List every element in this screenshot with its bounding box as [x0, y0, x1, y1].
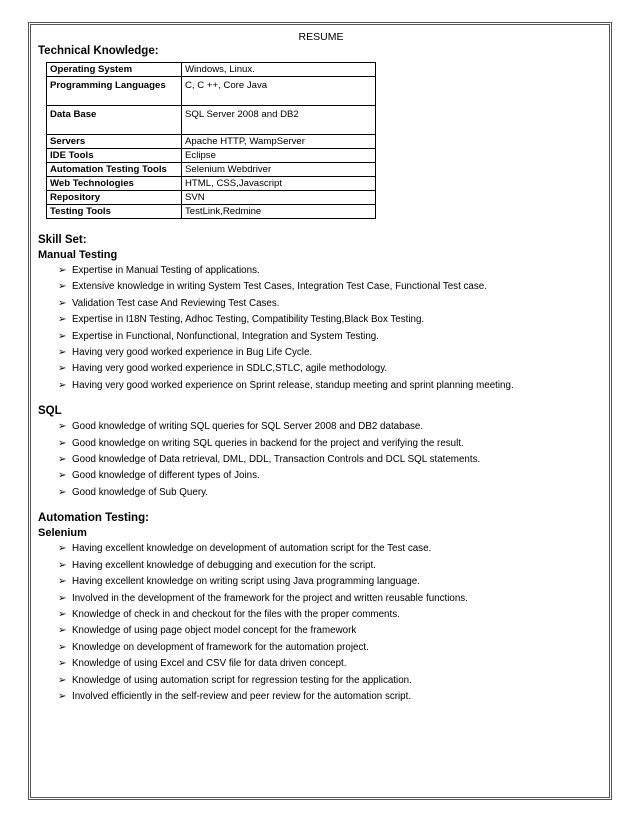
list-item-text: Validation Test case And Reviewing Test Cases. — [72, 297, 280, 309]
list-item — [58, 436, 604, 452]
arrow-right-icon: ➢ — [58, 608, 67, 620]
sql-list — [38, 419, 604, 501]
table-key: IDE Tools — [47, 149, 182, 163]
list-item — [58, 312, 604, 328]
table-key: Programming Languages — [47, 77, 182, 106]
arrow-right-icon: ➢ — [58, 674, 67, 686]
table-value: C, C ++, Core Java — [182, 77, 376, 106]
sql-heading: SQL — [38, 405, 62, 418]
automation-list — [38, 541, 604, 705]
list-item — [58, 558, 604, 574]
arrow-right-icon: ➢ — [58, 421, 67, 433]
list-item — [58, 689, 604, 705]
list-item-text: Having very good worked experience in Bug Life Cycle. — [72, 347, 313, 359]
resume-document — [38, 30, 604, 705]
technical-knowledge-heading: Technical Knowledge: — [38, 45, 159, 57]
table-value: Eclipse — [182, 149, 376, 163]
table-key: Testing Tools — [47, 205, 182, 219]
technical-knowledge-table — [46, 62, 376, 219]
table-value: TestLink,Redmine — [182, 205, 376, 219]
list-item-text: Expertise in I18N Testing, Adhoc Testing, Compatibility Testing,Black Box Testing. — [72, 314, 425, 326]
table-value: Apache HTTP, WampServer — [182, 135, 376, 149]
skill-set-heading: Skill Set: — [38, 234, 87, 246]
table-row — [47, 63, 376, 77]
list-item-text: Good knowledge of Data retrieval, DML, DDL, Transaction Controls and DCL SQL statements. — [72, 454, 481, 466]
table-key: Data Base — [47, 106, 182, 135]
arrow-right-icon: ➢ — [58, 690, 67, 702]
table-row — [47, 149, 376, 163]
list-item — [58, 468, 604, 484]
list-item — [58, 574, 604, 590]
list-item-text: Involved efficiently in the self-review and peer review for the automation script. — [72, 690, 412, 702]
arrow-right-icon: ➢ — [58, 330, 67, 342]
list-item-text: Good knowledge of Sub Query. — [72, 486, 208, 498]
list-item — [58, 656, 604, 672]
list-item — [58, 673, 604, 689]
arrow-right-icon: ➢ — [58, 641, 67, 653]
list-item-text: Knowledge of using automation script for regression testing for the application. — [72, 674, 412, 686]
table-value: SQL Server 2008 and DB2 — [182, 106, 376, 135]
table-value: Windows, Linux. — [182, 63, 376, 77]
manual-testing-list — [38, 263, 604, 394]
table-row — [47, 163, 376, 177]
list-item-text: Good knowledge of different types of Joins. — [72, 470, 260, 482]
table-row — [47, 106, 376, 135]
list-item-text: Good knowledge on writing SQL queries in backend for the project and verifying the result. — [72, 437, 464, 449]
arrow-right-icon: ➢ — [58, 454, 67, 466]
resume-title: RESUME — [298, 31, 344, 43]
list-item-text: Extensive knowledge in writing System Test Cases, Integration Test Case, Functional Test case. — [72, 281, 487, 293]
list-item-text: Knowledge of using page object model concept for the framework — [72, 625, 357, 637]
list-item-text: Expertise in Functional, Nonfunctional, Integration and System Testing. — [72, 330, 379, 342]
list-item-text: Knowledge of check in and checkout for the files with the proper comments. — [72, 608, 400, 620]
list-item — [58, 541, 604, 557]
list-item — [58, 485, 604, 501]
list-item — [58, 263, 604, 279]
list-item — [58, 452, 604, 468]
arrow-right-icon: ➢ — [58, 363, 67, 375]
arrow-right-icon: ➢ — [58, 314, 67, 326]
list-item-text: Knowledge on development of framework for the automation project. — [72, 641, 369, 653]
list-item — [58, 623, 604, 639]
arrow-right-icon: ➢ — [58, 625, 67, 637]
table-value: Selenium Webdriver — [182, 163, 376, 177]
list-item-text: Involved in the development of the framework for the project and written reusable functions. — [72, 592, 468, 604]
list-item — [58, 640, 604, 656]
manual-testing-heading: Manual Testing — [38, 249, 118, 261]
table-row — [47, 191, 376, 205]
list-item — [58, 361, 604, 377]
table-row — [47, 205, 376, 219]
list-item-text: Having excellent knowledge of debugging and execution for the script. — [72, 559, 376, 571]
table-row — [47, 177, 376, 191]
list-item — [58, 345, 604, 361]
selenium-heading: Selenium — [38, 527, 87, 540]
arrow-right-icon: ➢ — [58, 592, 67, 604]
arrow-right-icon: ➢ — [58, 576, 67, 588]
list-item — [58, 419, 604, 435]
list-item — [58, 279, 604, 295]
list-item-text: Having very good worked experience in SDLC,STLC, agile methodology. — [72, 363, 388, 375]
list-item-text: Having very good worked experience on Sprint release, standup meeting and sprint planning meeting. — [72, 379, 514, 391]
list-item-text: Having excellent knowledge on development of automation script for the Test case. — [72, 543, 432, 555]
table-value: HTML, CSS,Javascript — [182, 177, 376, 191]
list-item — [58, 591, 604, 607]
list-item-text: Knowledge of using Excel and CSV file for data driven concept. — [72, 658, 347, 670]
list-item — [58, 607, 604, 623]
automation-testing-heading: Automation Testing: — [38, 512, 149, 525]
arrow-right-icon: ➢ — [58, 281, 67, 293]
arrow-right-icon: ➢ — [58, 265, 67, 276]
arrow-right-icon: ➢ — [58, 379, 67, 391]
arrow-right-icon: ➢ — [58, 486, 67, 498]
arrow-right-icon: ➢ — [58, 437, 67, 449]
list-item — [58, 378, 604, 394]
list-item-text: Expertise in Manual Testing of applications. — [72, 265, 260, 276]
table-row — [47, 135, 376, 149]
table-key: Automation Testing Tools — [47, 163, 182, 177]
list-item-text: Having excellent knowledge on writing script using Java programming language. — [72, 576, 420, 588]
list-item-text: Good knowledge of writing SQL queries for SQL Server 2008 and DB2 database. — [72, 421, 424, 433]
arrow-right-icon: ➢ — [58, 470, 67, 482]
arrow-right-icon: ➢ — [58, 297, 67, 309]
arrow-right-icon: ➢ — [58, 543, 67, 555]
arrow-right-icon: ➢ — [58, 559, 67, 571]
arrow-right-icon: ➢ — [58, 658, 67, 670]
table-key: Operating System — [47, 63, 182, 77]
table-key: Repository — [47, 191, 182, 205]
table-key: Servers — [47, 135, 182, 149]
table-row — [47, 77, 376, 106]
list-item — [58, 296, 604, 312]
list-item — [58, 329, 604, 345]
arrow-right-icon: ➢ — [58, 347, 67, 359]
table-value: SVN — [182, 191, 376, 205]
table-key: Web Technologies — [47, 177, 182, 191]
